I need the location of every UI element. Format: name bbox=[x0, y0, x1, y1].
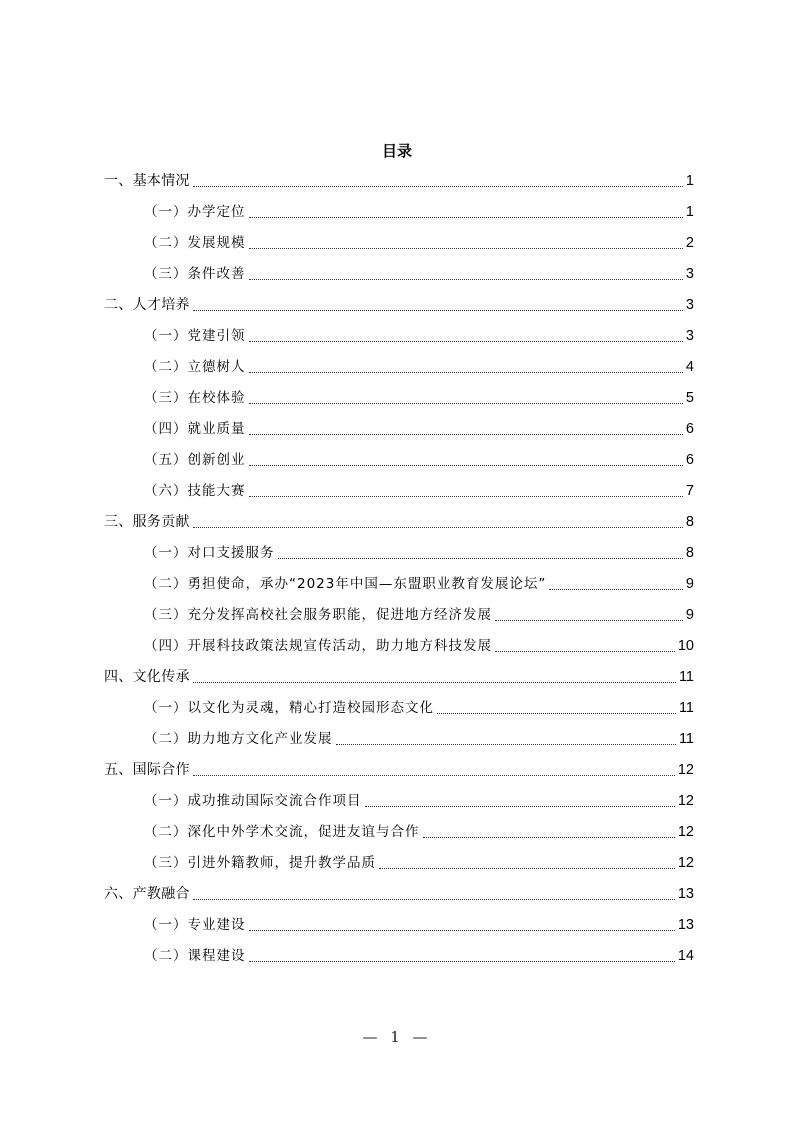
toc-subsection-entry[interactable] bbox=[104, 377, 694, 408]
toc-subsection-entry[interactable] bbox=[104, 191, 694, 222]
toc-subsection-entry[interactable] bbox=[104, 811, 694, 842]
toc-dot-leader bbox=[249, 216, 683, 218]
toc-entry-label: （二）深化中外学术交流，促进友谊与合作 bbox=[144, 824, 420, 840]
toc-dot-leader bbox=[495, 619, 683, 621]
toc-entry-page-number: 9 bbox=[685, 607, 694, 623]
toc-entry-page-number: 13 bbox=[677, 886, 694, 902]
toc-dot-leader bbox=[193, 681, 676, 683]
toc-entry-label: （三）条件改善 bbox=[144, 266, 246, 282]
toc-dot-leader bbox=[379, 867, 675, 869]
toc-entry-page-number: 2 bbox=[685, 235, 694, 251]
toc-dot-leader bbox=[365, 805, 675, 807]
toc-subsection-entry[interactable] bbox=[104, 346, 694, 377]
toc-entry-label: 一、基本情况 bbox=[104, 173, 190, 189]
toc-entry-label: （二）助力地方文化产业发展 bbox=[144, 731, 333, 747]
toc-subsection-entry[interactable] bbox=[104, 222, 694, 253]
toc-title: 目录 bbox=[381, 142, 412, 160]
toc-entry-label: （二）课程建设 bbox=[144, 948, 246, 964]
toc-entry-page-number: 3 bbox=[685, 266, 694, 282]
toc-entry-label: （三）充分发挥高校社会服务职能，促进地方经济发展 bbox=[144, 607, 492, 623]
page-footer-number: — 1 — bbox=[362, 1028, 432, 1046]
toc-entry-page-number: 10 bbox=[677, 638, 694, 654]
toc-entry-label: （一）专业建设 bbox=[144, 917, 246, 933]
toc-entry-label: （三）在校体验 bbox=[144, 390, 246, 406]
toc-dot-leader bbox=[193, 185, 683, 187]
toc-entry-label: 五、国际合作 bbox=[104, 762, 190, 778]
toc-entry-label: （一）办学定位 bbox=[144, 204, 246, 220]
toc-dot-leader bbox=[193, 898, 675, 900]
toc-dot-leader bbox=[249, 340, 683, 342]
toc-entry-label: （五）创新创业 bbox=[144, 452, 246, 468]
toc-dot-leader bbox=[193, 309, 683, 311]
toc-entry-label: （一）对口支援服务 bbox=[144, 545, 275, 561]
toc-entry-page-number: 14 bbox=[677, 948, 694, 964]
toc-entry-label: （四）就业质量 bbox=[144, 421, 246, 437]
toc-entry-page-number: 5 bbox=[685, 390, 694, 406]
toc-entry-page-number: 11 bbox=[678, 700, 694, 716]
toc-entry-page-number: 6 bbox=[685, 421, 694, 437]
toc-entry-label: （二）立德树人 bbox=[144, 359, 246, 375]
toc-subsection-entry[interactable] bbox=[104, 904, 694, 935]
toc-entry-page-number: 9 bbox=[685, 576, 694, 592]
toc-subsection-entry[interactable] bbox=[104, 439, 694, 470]
table-of-contents bbox=[104, 160, 694, 966]
toc-section-entry[interactable] bbox=[104, 284, 694, 315]
toc-subsection-entry[interactable] bbox=[104, 315, 694, 346]
toc-dot-leader bbox=[249, 495, 683, 497]
toc-entry-label: （三）引进外籍教师，提升教学品质 bbox=[144, 855, 376, 871]
toc-entry-page-number: 12 bbox=[677, 762, 694, 778]
toc-entry-label: （一）以文化为灵魂，精心打造校园形态文化 bbox=[144, 700, 434, 716]
toc-entry-page-number: 13 bbox=[677, 917, 694, 933]
toc-entry-page-number: 12 bbox=[677, 855, 694, 871]
toc-dot-leader bbox=[249, 402, 683, 404]
toc-section-entry[interactable] bbox=[104, 656, 694, 687]
toc-entry-label: 六、产教融合 bbox=[104, 886, 190, 902]
toc-dot-leader bbox=[423, 836, 675, 838]
toc-entry-page-number: 12 bbox=[677, 824, 694, 840]
toc-section-entry[interactable] bbox=[104, 873, 694, 904]
toc-entry-label: （六）技能大赛 bbox=[144, 483, 246, 499]
toc-entry-label: 四、文化传承 bbox=[104, 669, 190, 685]
toc-subsection-entry[interactable] bbox=[104, 408, 694, 439]
toc-dot-leader bbox=[249, 960, 675, 962]
toc-subsection-entry[interactable] bbox=[104, 687, 694, 718]
toc-entry-page-number: 3 bbox=[685, 328, 694, 344]
toc-entry-page-number: 11 bbox=[678, 669, 694, 685]
toc-dot-leader bbox=[278, 557, 683, 559]
toc-entry-label: （一）党建引领 bbox=[144, 328, 246, 344]
toc-entry-page-number: 7 bbox=[685, 483, 694, 499]
toc-entry-label: 三、服务贡献 bbox=[104, 514, 190, 530]
toc-entry-page-number: 1 bbox=[685, 204, 694, 220]
toc-dot-leader bbox=[193, 774, 675, 776]
toc-entry-page-number: 12 bbox=[677, 793, 694, 809]
toc-subsection-entry[interactable] bbox=[104, 532, 694, 563]
toc-subsection-entry[interactable] bbox=[104, 935, 694, 966]
toc-subsection-entry[interactable] bbox=[104, 780, 694, 811]
toc-subsection-entry[interactable] bbox=[104, 253, 694, 284]
toc-entry-label: （四）开展科技政策法规宣传活动，助力地方科技发展 bbox=[144, 638, 492, 654]
toc-section-entry[interactable] bbox=[104, 160, 694, 191]
toc-dot-leader bbox=[193, 526, 683, 528]
toc-subsection-entry[interactable] bbox=[104, 718, 694, 749]
toc-dot-leader bbox=[495, 650, 675, 652]
toc-dot-leader bbox=[249, 247, 683, 249]
toc-section-entry[interactable] bbox=[104, 501, 694, 532]
toc-entry-label: 二、人才培养 bbox=[104, 297, 190, 313]
toc-dot-leader bbox=[249, 464, 683, 466]
toc-entry-page-number: 6 bbox=[685, 452, 694, 468]
toc-entry-page-number: 4 bbox=[685, 359, 694, 375]
toc-entry-label: （一）成功推动国际交流合作项目 bbox=[144, 793, 362, 809]
toc-subsection-entry[interactable] bbox=[104, 563, 694, 594]
toc-subsection-entry[interactable] bbox=[104, 625, 694, 656]
toc-entry-page-number: 1 bbox=[685, 173, 694, 189]
toc-entry-label: （二）勇担使命，承办“2023年中国—东盟职业教育发展论坛” bbox=[144, 576, 547, 592]
toc-entry-page-number: 3 bbox=[685, 297, 694, 313]
toc-dot-leader bbox=[336, 743, 676, 745]
toc-subsection-entry[interactable] bbox=[104, 594, 694, 625]
toc-section-entry[interactable] bbox=[104, 749, 694, 780]
toc-entry-page-number: 8 bbox=[685, 514, 694, 530]
toc-dot-leader bbox=[249, 929, 675, 931]
toc-dot-leader bbox=[549, 588, 683, 590]
toc-dot-leader bbox=[249, 278, 683, 280]
toc-dot-leader bbox=[437, 712, 676, 714]
toc-subsection-entry[interactable] bbox=[104, 470, 694, 501]
toc-subsection-entry[interactable] bbox=[104, 842, 694, 873]
toc-entry-page-number: 8 bbox=[685, 545, 694, 561]
toc-dot-leader bbox=[249, 371, 683, 373]
toc-dot-leader bbox=[249, 433, 683, 435]
toc-entry-page-number: 11 bbox=[678, 731, 694, 747]
toc-entry-label: （二）发展规模 bbox=[144, 235, 246, 251]
